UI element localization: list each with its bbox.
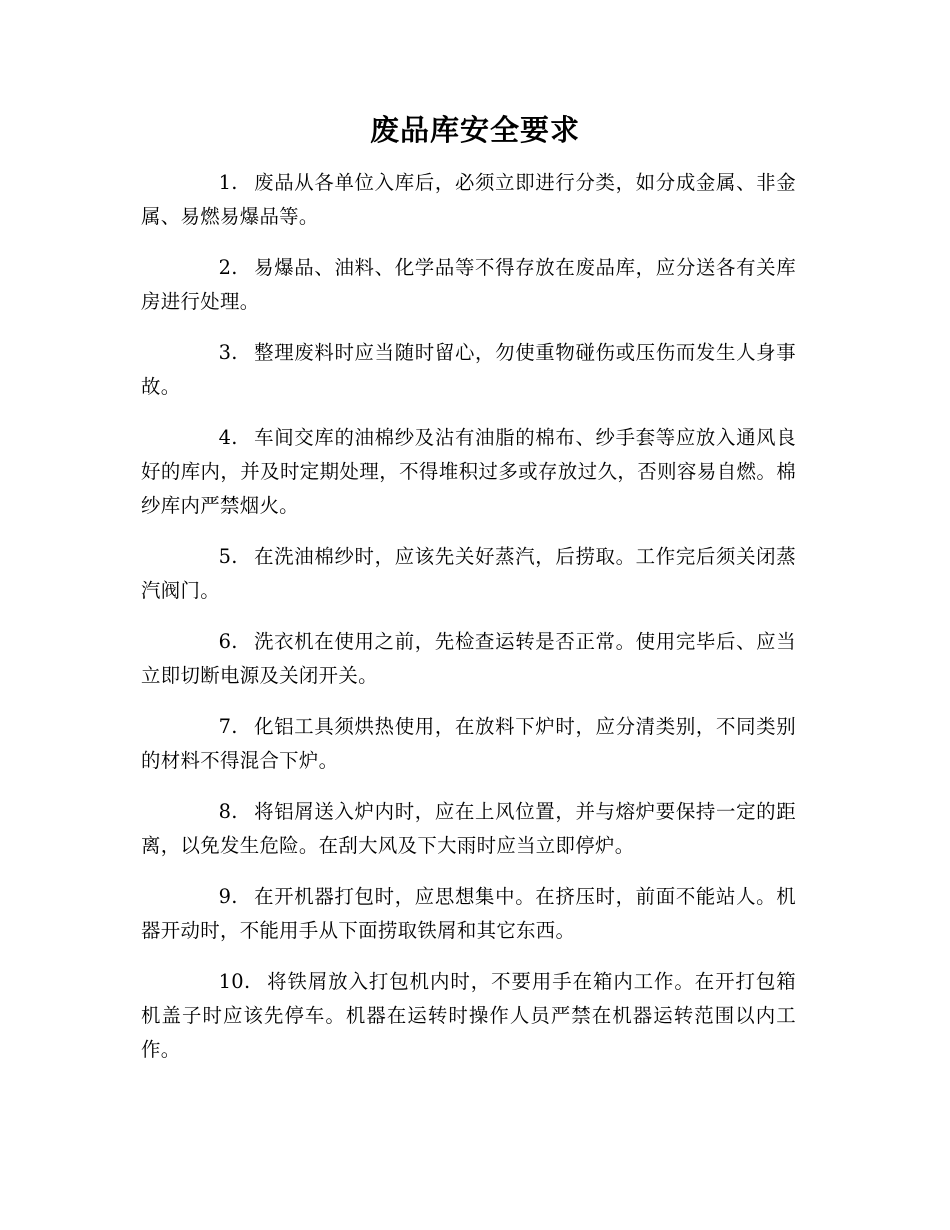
paragraph-text: 化铝工具须烘热使用，在放料下炉时，应分清类别，不同类别的材料不得混合下炉。: [141, 715, 796, 772]
paragraph-text: 将铝屑送入炉内时，应在上风位置，并与熔炉要保持一定的距离，以免发生危险。在刮大风及下大雨时应当立即停炉。: [141, 800, 796, 857]
paragraph: [141, 710, 796, 778]
paragraph: [141, 166, 796, 234]
paragraph-number: 1.: [218, 171, 238, 194]
paragraph: [141, 965, 796, 1067]
paragraph-number: 10.: [218, 970, 251, 993]
paragraph-number: 2.: [218, 256, 238, 279]
paragraph: [141, 625, 796, 693]
document-body: [141, 166, 796, 1084]
paragraph-text: 在开机器打包时，应思想集中。在挤压时，前面不能站人。机器开动时，不能用手从下面捞取铁屑和其它东西。: [141, 885, 796, 942]
paragraph-number: 9.: [218, 885, 238, 908]
paragraph-text: 车间交库的油棉纱及沾有油脂的棉布、纱手套等应放入通风良好的库内，并及时定期处理，不得堆积过多或存放过久，否则容易自燃。棉纱库内严禁烟火。: [141, 426, 796, 517]
paragraph-number: 4.: [218, 426, 238, 449]
paragraph-text: 洗衣机在使用之前，先检查运转是否正常。使用完毕后、应当立即切断电源及关闭开关。: [141, 630, 796, 687]
paragraph: [141, 251, 796, 319]
paragraph: [141, 880, 796, 948]
paragraph-number: 7.: [218, 715, 238, 738]
paragraph: [141, 336, 796, 404]
paragraph-text: 易爆品、油料、化学品等不得存放在废品库，应分送各有关库房进行处理。: [141, 256, 796, 313]
paragraph-number: 3.: [218, 341, 238, 364]
paragraph: [141, 795, 796, 863]
paragraph: [141, 421, 796, 523]
paragraph-text: 在洗油棉纱时，应该先关好蒸汽，后捞取。工作完后须关闭蒸汽阀门。: [141, 545, 796, 602]
paragraph-number: 8.: [218, 800, 238, 823]
paragraph-text: 废品从各单位入库后，必须立即进行分类，如分成金属、非金属、易燃易爆品等。: [141, 171, 796, 228]
document-title: 废品库安全要求: [369, 113, 580, 147]
paragraph-text: 整理废料时应当随时留心，勿使重物碰伤或压伤而发生人身事故。: [141, 341, 796, 398]
paragraph: [141, 540, 796, 608]
paragraph-text: 将铁屑放入打包机内时，不要用手在箱内工作。在开打包箱机盖子时应该先停车。机器在运转时操作人员严禁在机器运转范围以内工作。: [141, 970, 796, 1061]
paragraph-number: 6.: [218, 630, 238, 653]
paragraph-number: 5.: [218, 545, 238, 568]
